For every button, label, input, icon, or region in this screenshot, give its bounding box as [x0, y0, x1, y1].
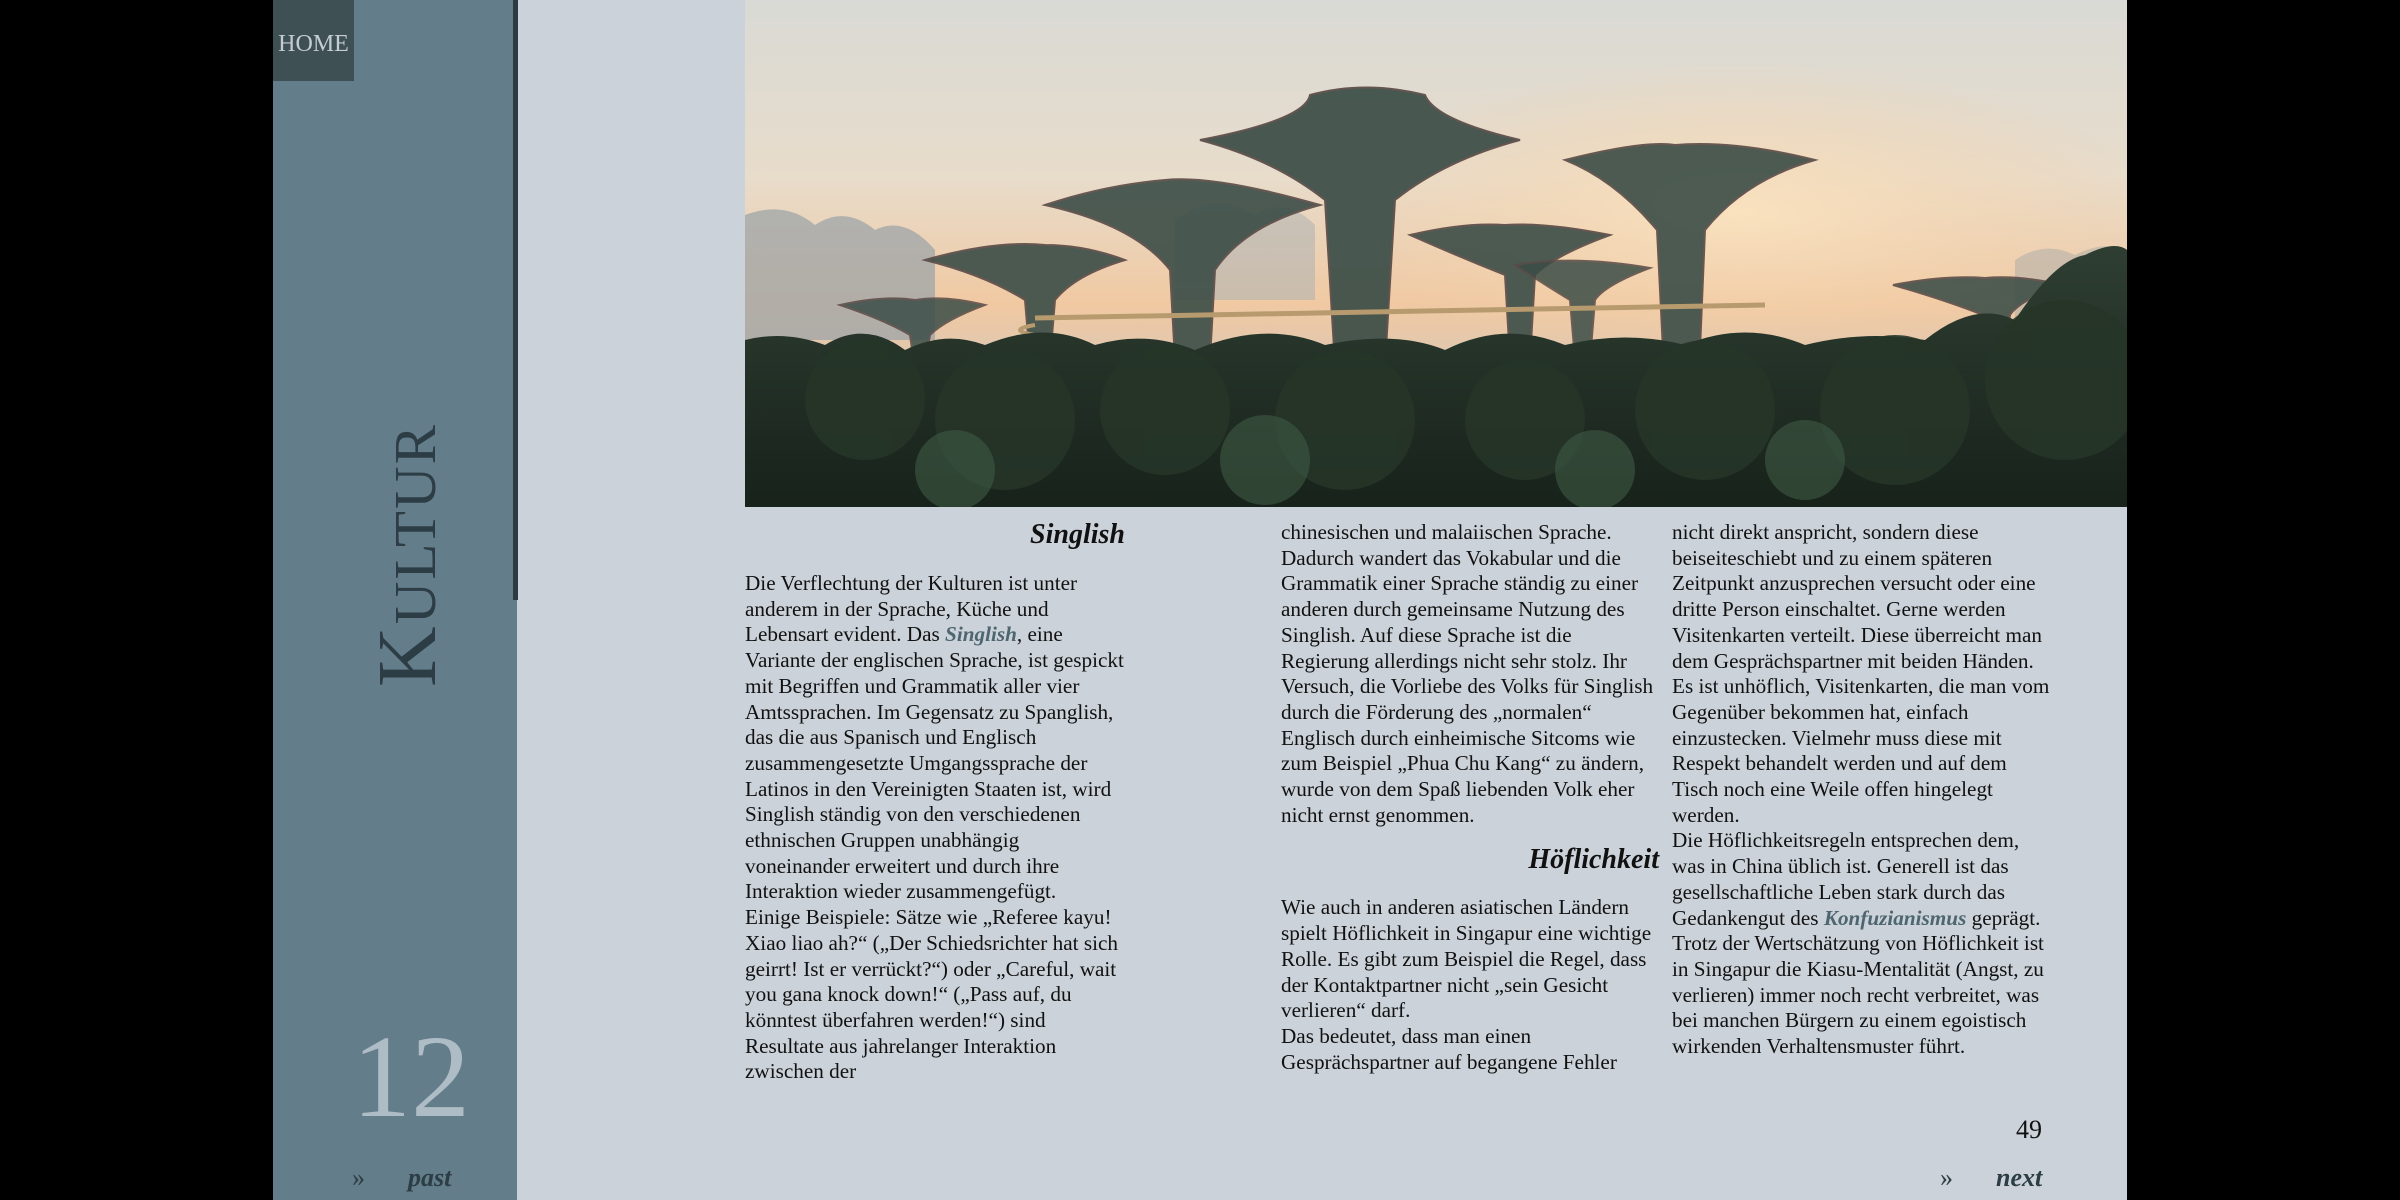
next-page-link[interactable]: next	[1996, 1163, 2043, 1192]
paragraph: chinesischen und malaiischen Sprache. Dadurch wandert das Vokabular und die Grammatik einer Sprache ständig zu einer anderen durch gemeinsame Nutzung des Singlish. Auf diese Sprache ist die Regierung allerdings nicht sehr stolz. Ihr Versuch, die Vorliebe des Volks für Singlish durch die Förderung des „normalen“ Englisch durch einheimische Sitcoms wie zum Beispiel „Phua Chu Kang“ zu ändern, wurde von dem Spaß liebenden Volk eher nicht ernst genommen.	[1281, 520, 1654, 827]
term-konfuzianismus[interactable]: Konfuzianismus	[1823, 905, 1967, 930]
chapter-number: 12	[352, 1011, 470, 1142]
paragraph: Das bedeutet, dass man einen Gesprächspartner auf begangene Fehler	[1281, 1023, 1617, 1074]
paragraph: Einige Beispiele: Sätze wie „Referee kayu! Xiao liao ah?“ („Der Schiedsrichter hat sich geirrt! Ist er verrückt?“) oder „Careful, wait you gana knock down!“ („Pass auf, du könntest überfahren werden!“) sind Resultate aus jahrelanger Interaktion zwischen der	[745, 905, 1118, 1084]
supertree-photo	[745, 0, 2127, 507]
paragraph: Trotz der Wertschätzung von Höflichkeit ist in Singapur die Kiasu-Mentalität (Angst, zu verlieren) immer noch recht verbreitet, was bei manchen Bürgern zu einem egoistisch wirkenden Verhaltensmuster führt.	[1672, 931, 2044, 1059]
term-singlish[interactable]: Singlish	[945, 622, 1017, 647]
heading-hoeflichkeit: Höflichkeit	[1528, 844, 1659, 876]
next-arrow-icon[interactable]: »	[1940, 1163, 1953, 1192]
sidebar-divider	[513, 0, 518, 600]
article-column-3	[1672, 520, 2052, 1060]
article-column-1	[745, 520, 1125, 1085]
heading-singlish: Singlish	[1030, 519, 1125, 550]
page-number: 49	[2016, 1115, 2042, 1144]
section-title: Kultur	[361, 423, 454, 687]
paragraph: Wie auch in anderen asiatischen Ländern spielt Höflichkeit in Singapur eine wichtige Rolle. Es gibt zum Beispiel die Regel, dass der Kontaktpartner nicht „sein Gesicht verlieren“ darf.	[1281, 895, 1652, 1023]
prev-arrow-icon[interactable]: »	[352, 1163, 365, 1192]
paragraph: Die Höflichkeitsregeln entsprechen dem, was in China üblich ist. Generell ist das gesellschaftliche Leben stark durch das Gedankengut des Konfuzianismus geprägt.	[1672, 828, 2041, 930]
home-button[interactable]: HOME	[273, 0, 354, 81]
paragraph: nicht direkt anspricht, sondern diese beiseiteschiebt und zu einem späteren Zeitpunkt anzusprechen versucht oder eine dritte Person einschaltet. Gerne werden Visitenkarten verteilt. Diese überreicht man dem Gesprächspartner mit beiden Händen. Es ist unhöflich, Visitenkarten, die man vom Gegenüber bekommen hat, einfach einzustecken. Vielmehr muss diese mit Respekt behandelt werden und auf dem Tisch noch eine Weile offen hingelegt werden.	[1672, 520, 2050, 827]
prev-page-link[interactable]: past	[408, 1163, 452, 1192]
paragraph: Die Verflechtung der Kulturen ist unter anderem in der Sprache, Küche und Lebensart evident. Das Singlish, eine Variante der englischen Sprache, ist gespickt mit Begriffen und Grammatik aller vier Amtssprachen. Im Gegensatz zu Spanglish, das die aus Spanisch und Englisch zusammengesetzte Umgangssprache der Latinos in den Vereinigten Staaten ist, wird Singlish ständig von den verschiedenen ethnischen Gruppen unabhängig voneinander erweitert und durch ihre Interaktion wieder zusammengefügt.	[745, 571, 1124, 904]
header-photo	[745, 0, 2127, 507]
article-column-2	[1281, 520, 1659, 1075]
